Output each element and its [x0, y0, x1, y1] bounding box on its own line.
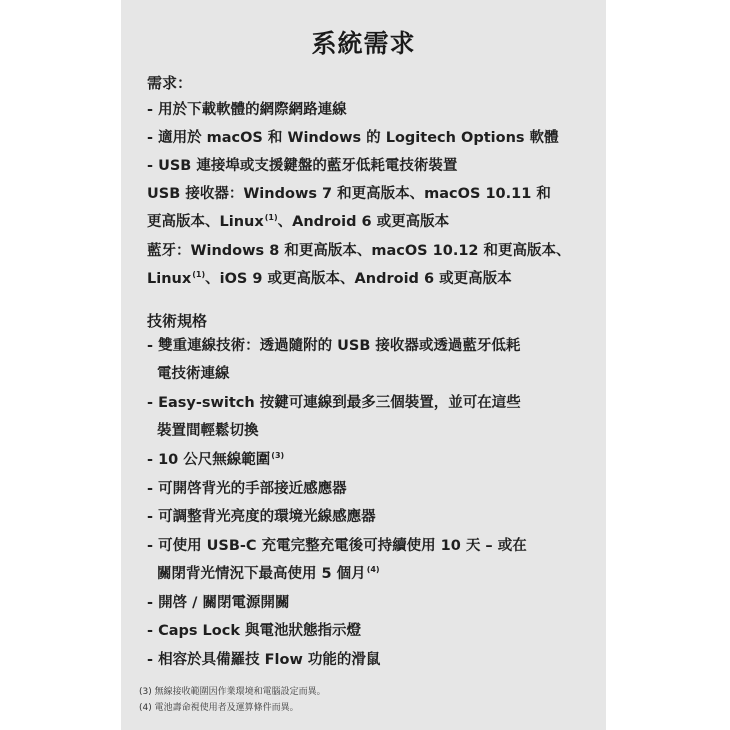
- spec-power-switch: - 開啓 / 關閉電源開關: [147, 595, 290, 611]
- spec-battery-cont: 關閉背光情況下最高使用 5 個月$^{(4)}$: [157, 565, 380, 582]
- usb-receiver-line: USB 接收器：Windows 7 和更高版本、macOS 10.11 和: [147, 186, 551, 202]
- page-title: 系統需求: [311, 29, 416, 58]
- spec-caps-lock: - Caps Lock 與電池狀態指示燈: [147, 623, 362, 639]
- footnote-ref: (1): [192, 270, 206, 280]
- specs-heading: 技術規格: [147, 312, 208, 330]
- usb-receiver-line-2: 更高版本、Linux$^{(1)}$、Android 6 或更高版本: [147, 213, 450, 230]
- requirement-item: - 用於下載軟體的網際網路連線: [147, 102, 347, 118]
- requirements-heading: 需求：: [147, 74, 193, 92]
- spec-proximity-sensor: - 可開啓背光的手部接近感應器: [147, 481, 347, 497]
- spec-easy-switch: - Easy-switch 按鍵可連線到最多三個裝置，並可在這些: [147, 395, 521, 411]
- requirement-item: - USB 連接埠或支援鍵盤的藍牙低耗電技術裝置: [147, 158, 458, 174]
- spec-wireless-range: - 10 公尺無線範圍$^{(3)}$: [147, 451, 285, 468]
- spec-dual-connectivity: - 雙重連線技術：透過隨附的 USB 接收器或透過藍牙低耗: [147, 338, 521, 354]
- footnote-ref: (1): [264, 213, 278, 223]
- spec-battery: - 可使用 USB-C 充電完整充電後可持續使用 10 天 – 或在: [147, 538, 527, 554]
- spec-sheet-panel: [121, 0, 606, 730]
- requirement-item: - 適用於 macOS 和 Windows 的 Logitech Options 軟體: [147, 130, 559, 146]
- bluetooth-line: 藍牙：Windows 8 和更高版本、macOS 10.12 和更高版本、: [147, 243, 571, 259]
- footnote: (3) 無線接收範圍因作業環境和電腦設定而異。: [139, 687, 326, 697]
- spec-ambient-sensor: - 可調整背光亮度的環境光線感應器: [147, 509, 376, 525]
- footnote-ref: (4): [366, 565, 380, 575]
- spec-easy-switch-cont: 裝置間輕鬆切換: [157, 423, 259, 439]
- footnote: (4) 電池壽命視使用者及運算條件而異。: [139, 703, 299, 713]
- footnote-ref: (3): [271, 451, 285, 461]
- bluetooth-line-2: Linux$^{(1)}$、iOS 9 或更高版本、Android 6 或更高版本: [147, 270, 512, 287]
- spec-flow-compat: - 相容於具備羅技 Flow 功能的滑鼠: [147, 652, 381, 668]
- spec-dual-connectivity-cont: 電技術連線: [157, 366, 230, 382]
